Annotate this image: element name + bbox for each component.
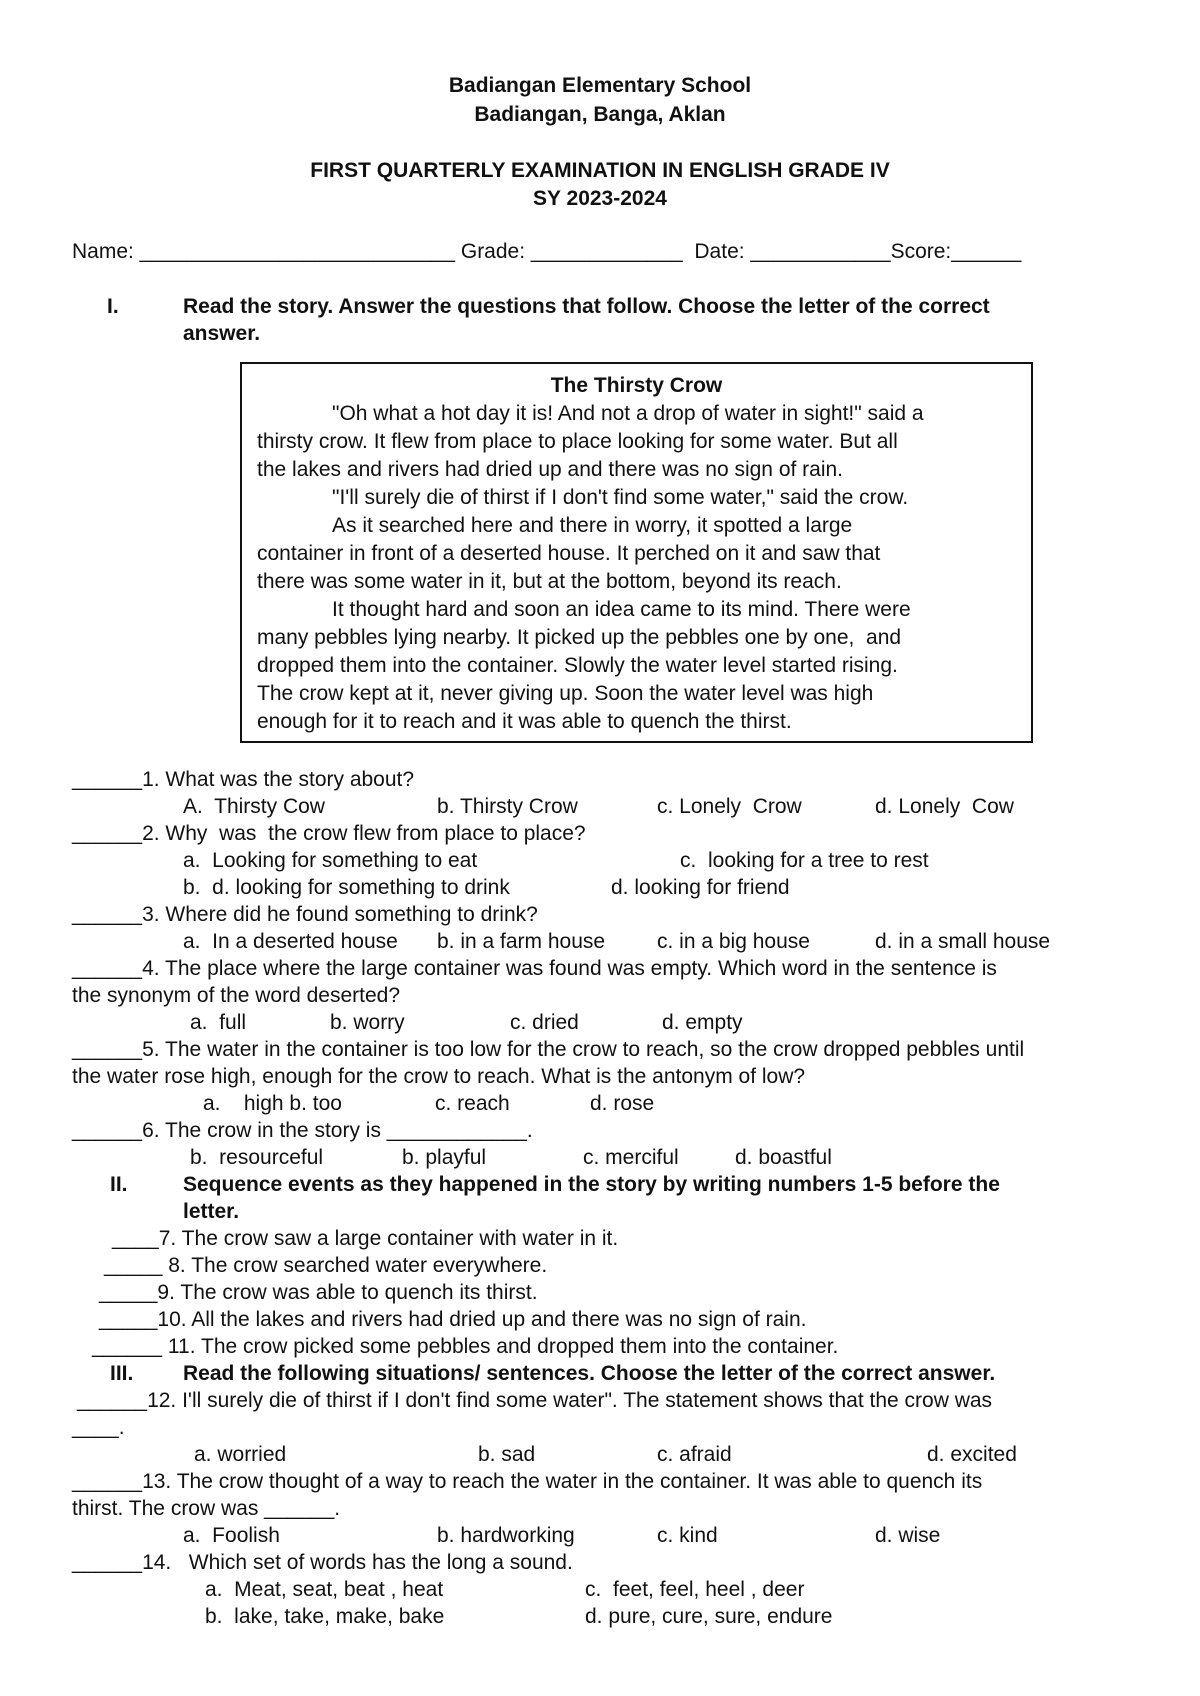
q1-option-a: A. Thirsty Cow [183,795,325,818]
q14-option-c: c. feet, feel, heel , deer [585,1578,805,1601]
q5-option-c: c. reach [435,1092,510,1115]
q6-option-b: b. playful [402,1146,487,1169]
q2-option-d: d. looking for friend [611,876,790,899]
part2-instruction-cont: letter. [183,1200,240,1223]
q12-option-a: a. worried [194,1443,287,1466]
q4-option-a: a. full [190,1011,247,1034]
q4-option-b: b. worry [330,1011,405,1034]
q6-option-a: b. resourceful [190,1146,324,1169]
sequence-item-11: ______ 11. The crow picked some pebbles and dropped them into the container. [92,1335,839,1358]
question-4: ______4. The place where the large container was found was empty. Which word in the sentence is [72,957,997,980]
part1-number: I. [107,295,119,318]
part2-instruction: Sequence events as they happened in the story by writing numbers 1-5 before the [183,1173,1000,1196]
story-line: The crow kept at it, never giving up. Soon the water level was high [257,682,874,705]
q3-option-b: b. in a farm house [437,930,606,953]
q3-option-a: a. In a deserted house [183,930,398,953]
exam-title: FIRST QUARTERLY EXAMINATION IN ENGLISH GRADE IV [310,159,890,182]
question-4-cont: the synonym of the word deserted? [72,984,401,1007]
sequence-item-10: _____10. All the lakes and rivers had dried up and there was no sign of rain. [99,1308,807,1331]
story-line: many pebbles lying nearby. It picked up the pebbles one by one, and [257,626,902,649]
student-info-line: Name: ___________________________ Grade: _____________ Date: ____________Score:______ [72,240,1022,263]
story-line: thirsty crow. It flew from place to place looking for some water. But all [257,430,898,453]
question-1: ______1. What was the story about? [72,768,415,791]
q1-option-c: c. Lonely Crow [657,795,802,818]
school-name: Badiangan Elementary School [448,74,752,97]
story-line: It thought hard and soon an idea came to its mind. There were [332,598,911,621]
q14-option-b: b. lake, take, make, bake [205,1605,445,1628]
question-6: ______6. The crow in the story is ____________. [72,1119,533,1142]
story-line: As it searched here and there in worry, it spotted a large [332,514,853,537]
question-2: ______2. Why was the crow flew from place to place? [72,822,586,845]
part1-instruction: Read the story. Answer the questions that follow. Choose the letter of the correct [183,295,990,318]
q13-option-c: c. kind [657,1524,718,1547]
q4-option-c: c. dried [510,1011,579,1034]
story-line: "Oh what a hot day it is! And not a drop of water in sight!" said a [332,402,924,425]
story-title: The Thirsty Crow [550,374,723,397]
q13-option-a: a. Foolish [183,1524,280,1547]
q12-option-c: c. afraid [657,1443,732,1466]
q12-option-b: b. sad [478,1443,536,1466]
school-address: Badiangan, Banga, Aklan [474,103,726,126]
story-line: container in front of a deserted house. It perched on it and saw that [257,542,881,565]
q12-option-d: d. excited [927,1443,1017,1466]
question-5: ______5. The water in the container is too low for the crow to reach, so the crow dropped pebbles until [72,1038,1025,1061]
part3-instruction: Read the following situations/ sentences. Choose the letter of the correct answer. [183,1362,996,1385]
part1-instruction-cont: answer. [183,322,261,345]
question-5-cont: the water rose high, enough for the crow to reach. What is the antonym of low? [72,1065,806,1088]
story-line: dropped them into the container. Slowly the water level started rising. [257,654,898,677]
question-13: ______13. The crow thought of a way to reach the water in the container. It was able to quench its [72,1470,983,1493]
q13-option-b: b. hardworking [437,1524,575,1547]
q5-option-d: d. rose [590,1092,655,1115]
story-line: enough for it to reach and it was able to quench the thirst. [257,710,792,733]
q1-option-d: d. Lonely Cow [875,795,1014,818]
q2-option-a: a. Looking for something to eat [183,849,478,872]
school-year: SY 2023-2024 [533,187,667,210]
question-14: ______14. Which set of words has the long a sound. [72,1551,573,1574]
q4-option-d: d. empty [662,1011,743,1034]
story-line: "I'll surely die of thirst if I don't find some water," said the crow. [332,486,909,509]
story-line: the lakes and rivers had dried up and there was no sign of rain. [257,458,844,481]
q6-option-d: d. boastful [735,1146,832,1169]
q6-option-c: c. merciful [583,1146,679,1169]
sequence-item-8: _____ 8. The crow searched water everywhere. [104,1254,548,1277]
sequence-item-7: ____7. The crow saw a large container with water in it. [112,1227,619,1250]
q13-option-d: d. wise [875,1524,941,1547]
q2-option-c: c. looking for a tree to rest [680,849,929,872]
q3-option-c: c. in a big house [657,930,810,953]
q14-option-a: a. Meat, seat, beat , heat [205,1578,444,1601]
q3-option-d: d. in a small house [875,930,1051,953]
q14-option-d: d. pure, cure, sure, endure [585,1605,833,1628]
part3-number: III. [110,1362,134,1385]
part2-number: II. [110,1173,128,1196]
q1-option-b: b. Thirsty Crow [437,795,578,818]
q2-option-b: b. d. looking for something to drink [183,876,510,899]
question-13-cont: thirst. The crow was ______. [72,1497,341,1520]
story-line: there was some water in it, but at the bottom, beyond its reach. [257,570,842,593]
question-3: ______3. Where did he found something to drink? [72,903,538,926]
question-12: ______12. I'll surely die of thirst if I don't find some water". The statement shows that the crow was [77,1389,993,1412]
q5-option-a: a. high b. too [203,1092,342,1115]
story-box [240,362,1033,743]
question-12-cont: ____. [72,1416,125,1439]
sequence-item-9: _____9. The crow was able to quench its thirst. [99,1281,538,1304]
